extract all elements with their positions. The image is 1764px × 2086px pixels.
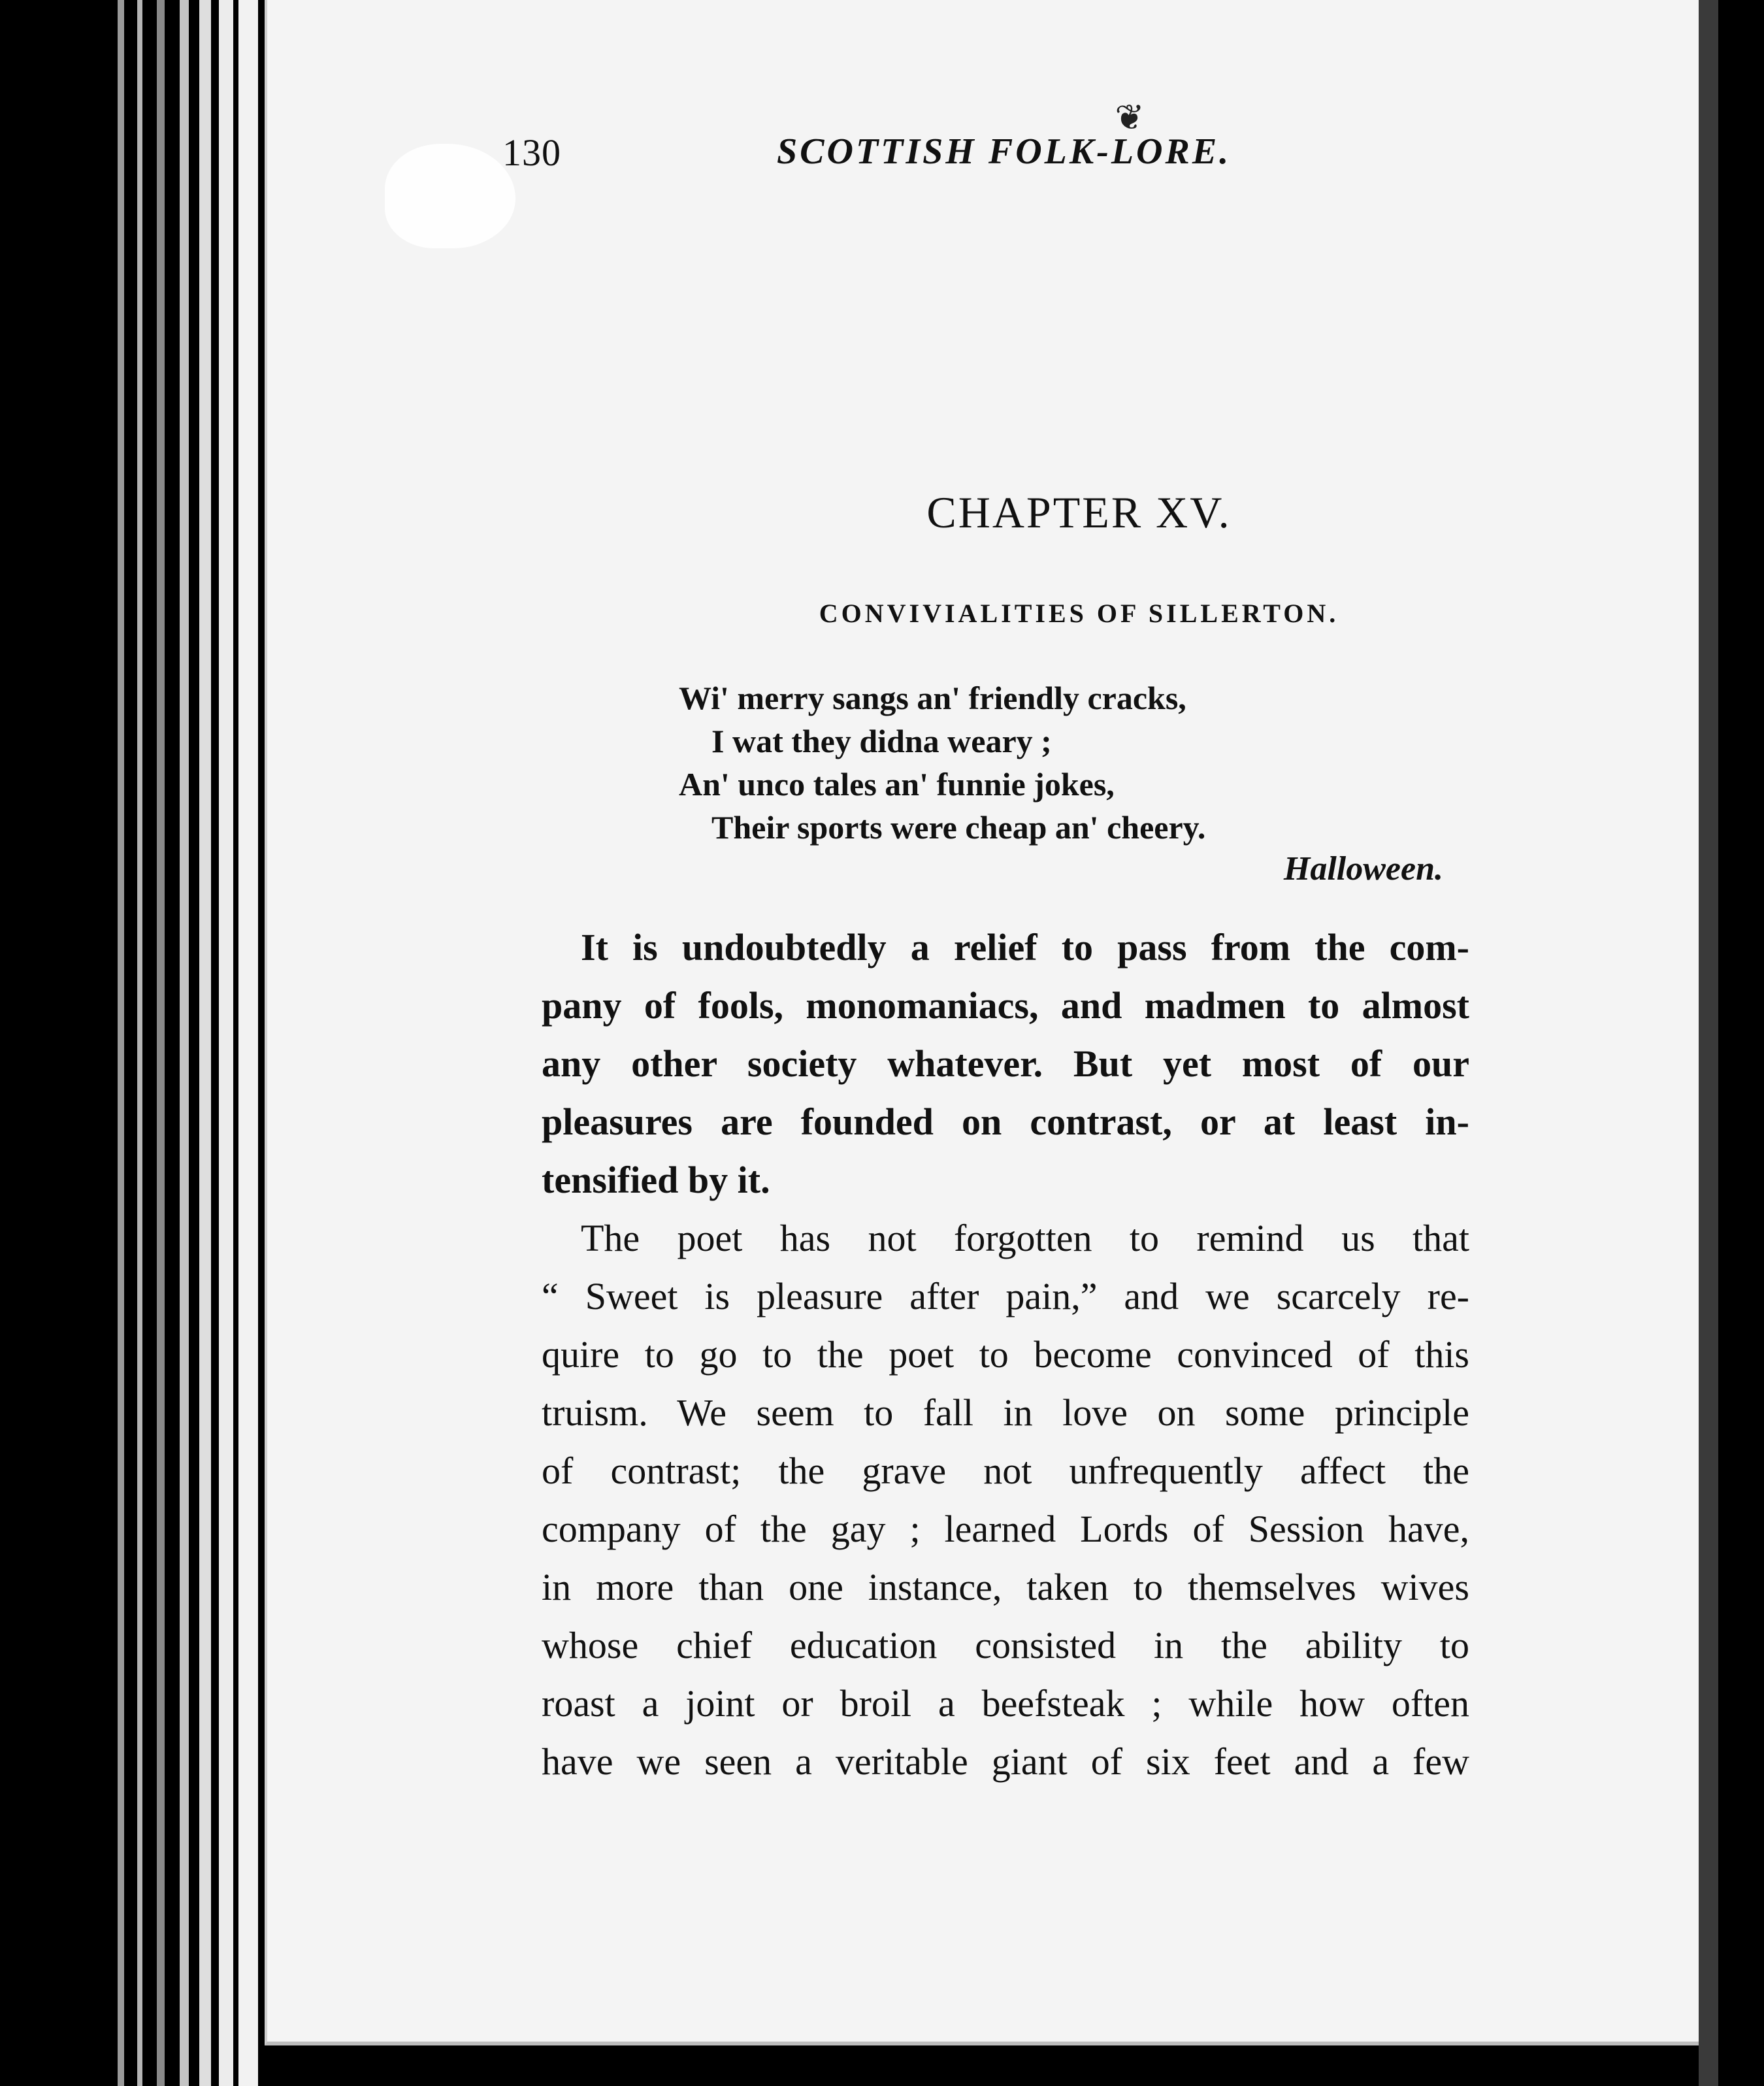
text-line: The poet has not forgotten to remind us that — [581, 1217, 1469, 1259]
page-edge — [137, 0, 142, 2086]
paper-stain — [385, 144, 515, 248]
page-edge — [118, 0, 124, 2086]
page-edge — [1699, 0, 1718, 2086]
text-line: company of the gay ; learned Lords of Session have, — [542, 1508, 1469, 1550]
scan-border — [1718, 0, 1764, 2086]
text-line: have we seen a veritable giant of six feet and a few — [542, 1740, 1469, 1783]
page-edge — [157, 0, 165, 2086]
text-line: It is undoubtedly a relief to pass from the com- — [581, 926, 1469, 968]
book-page — [265, 0, 1699, 2045]
epigraph-line: Wi' merry sangs an' friendly cracks, — [679, 680, 1186, 716]
text-line: of contrast; the grave not unfrequently affect the — [542, 1449, 1469, 1492]
text-line: tensified by it. — [542, 1159, 770, 1201]
chapter-subtitle: CONVIVIALITIES OF SILLERTON. — [819, 599, 1339, 628]
text-line: pleasures are founded on contrast, or at least in- — [542, 1101, 1469, 1143]
text-line: whose chief education consisted in the ability to — [542, 1624, 1469, 1666]
epigraph — [679, 676, 1463, 849]
text-line: in more than one instance, taken to themselves wives — [542, 1566, 1469, 1608]
epigraph-line: An' unco tales an' funnie jokes, — [679, 766, 1115, 803]
page-edge — [180, 0, 189, 2086]
ornament-icon: ❦ — [1115, 98, 1145, 137]
text-line: roast a joint or broil a beefsteak ; while how often — [542, 1682, 1469, 1725]
running-head — [502, 131, 1482, 183]
paragraph — [502, 918, 1469, 1209]
epigraph-source: Halloween. — [1283, 850, 1443, 887]
page-number: 130 — [502, 131, 561, 174]
epigraph-line: I wat they didna weary ; — [711, 723, 1052, 759]
page-edge — [219, 0, 233, 2086]
text-line: truism. We seem to fall in love on some principle — [542, 1391, 1469, 1434]
book-title: SCOTTISH FOLK-LORE. — [777, 131, 1232, 172]
paragraph — [502, 1209, 1469, 1791]
text-line: quire to go to the poet to become convinced of this — [542, 1333, 1469, 1376]
chapter-title: CHAPTER XV. — [926, 488, 1232, 537]
page-edge — [238, 0, 258, 2086]
text-line: “ Sweet is pleasure after pain,” and we scarcely re- — [542, 1275, 1469, 1317]
body-text — [502, 918, 1469, 1791]
text-line: any other society whatever. But yet most of our — [542, 1042, 1469, 1085]
epigraph-line: Their sports were cheap an' cheery. — [711, 809, 1206, 846]
text-line: pany of fools, monomaniacs, and madmen to almost — [542, 984, 1469, 1027]
page-edge — [199, 0, 211, 2086]
